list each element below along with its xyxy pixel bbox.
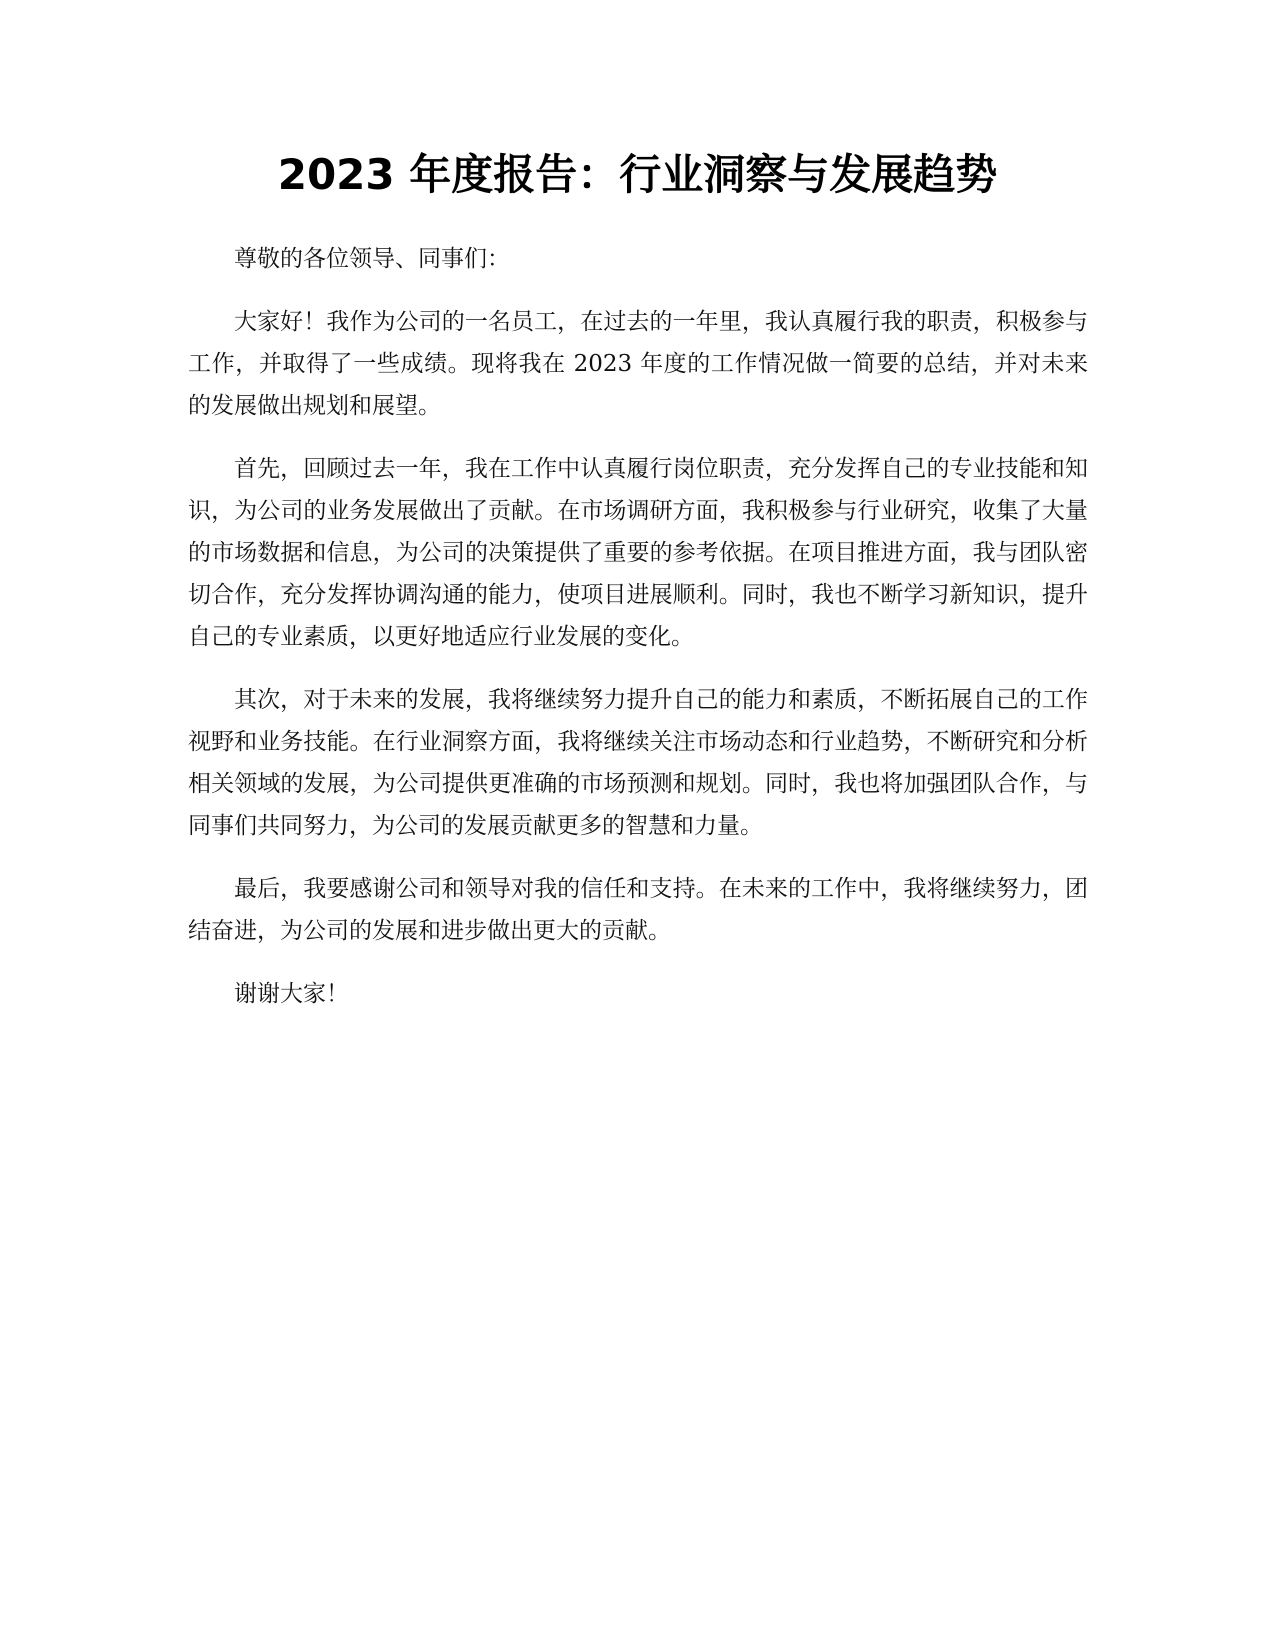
document-title: 2023 年度报告：行业洞察与发展趋势 (277, 150, 998, 199)
document-body (188, 238, 1088, 1036)
intro-paragraph: 大家好！我作为公司的一名员工，在过去的一年里，我认真履行我的职责，积极参与工作，并取得了一些成绩。现将我在 2023 年度的工作情况做一简要的总结，并对未来的发展做出规划和展望。 (188, 309, 1088, 419)
future-paragraph: 其次，对于未来的发展，我将继续努力提升自己的能力和素质，不断拓展自己的工作视野和业务技能。在行业洞察方面，我将继续关注市场动态和行业趋势，不断研究和分析相关领域的发展，为公司提供更准确的市场预测和规划。同时，我也将加强团队合作，与同事们共同努力，为公司的发展贡献更多的智慧和力量。 (188, 687, 1088, 839)
review-paragraph: 首先，回顾过去一年，我在工作中认真履行岗位职责，充分发挥自己的专业技能和知识，为公司的业务发展做出了贡献。在市场调研方面，我积极参与行业研究，收集了大量的市场数据和信息，为公司的决策提供了重要的参考依据。在项目推进方面，我与团队密切合作，充分发挥协调沟通的能力，使项目进展顺利。同时，我也不断学习新知识，提升自己的专业素质，以更好地适应行业发展的变化。 (188, 456, 1088, 650)
closing-paragraph: 谢谢大家！ (234, 981, 349, 1007)
salutation-paragraph: 尊敬的各位领导、同事们： (234, 246, 510, 272)
thanks-paragraph: 最后，我要感谢公司和领导对我的信任和支持。在未来的工作中，我将继续努力，团结奋进，为公司的发展和进步做出更大的贡献。 (188, 876, 1088, 944)
